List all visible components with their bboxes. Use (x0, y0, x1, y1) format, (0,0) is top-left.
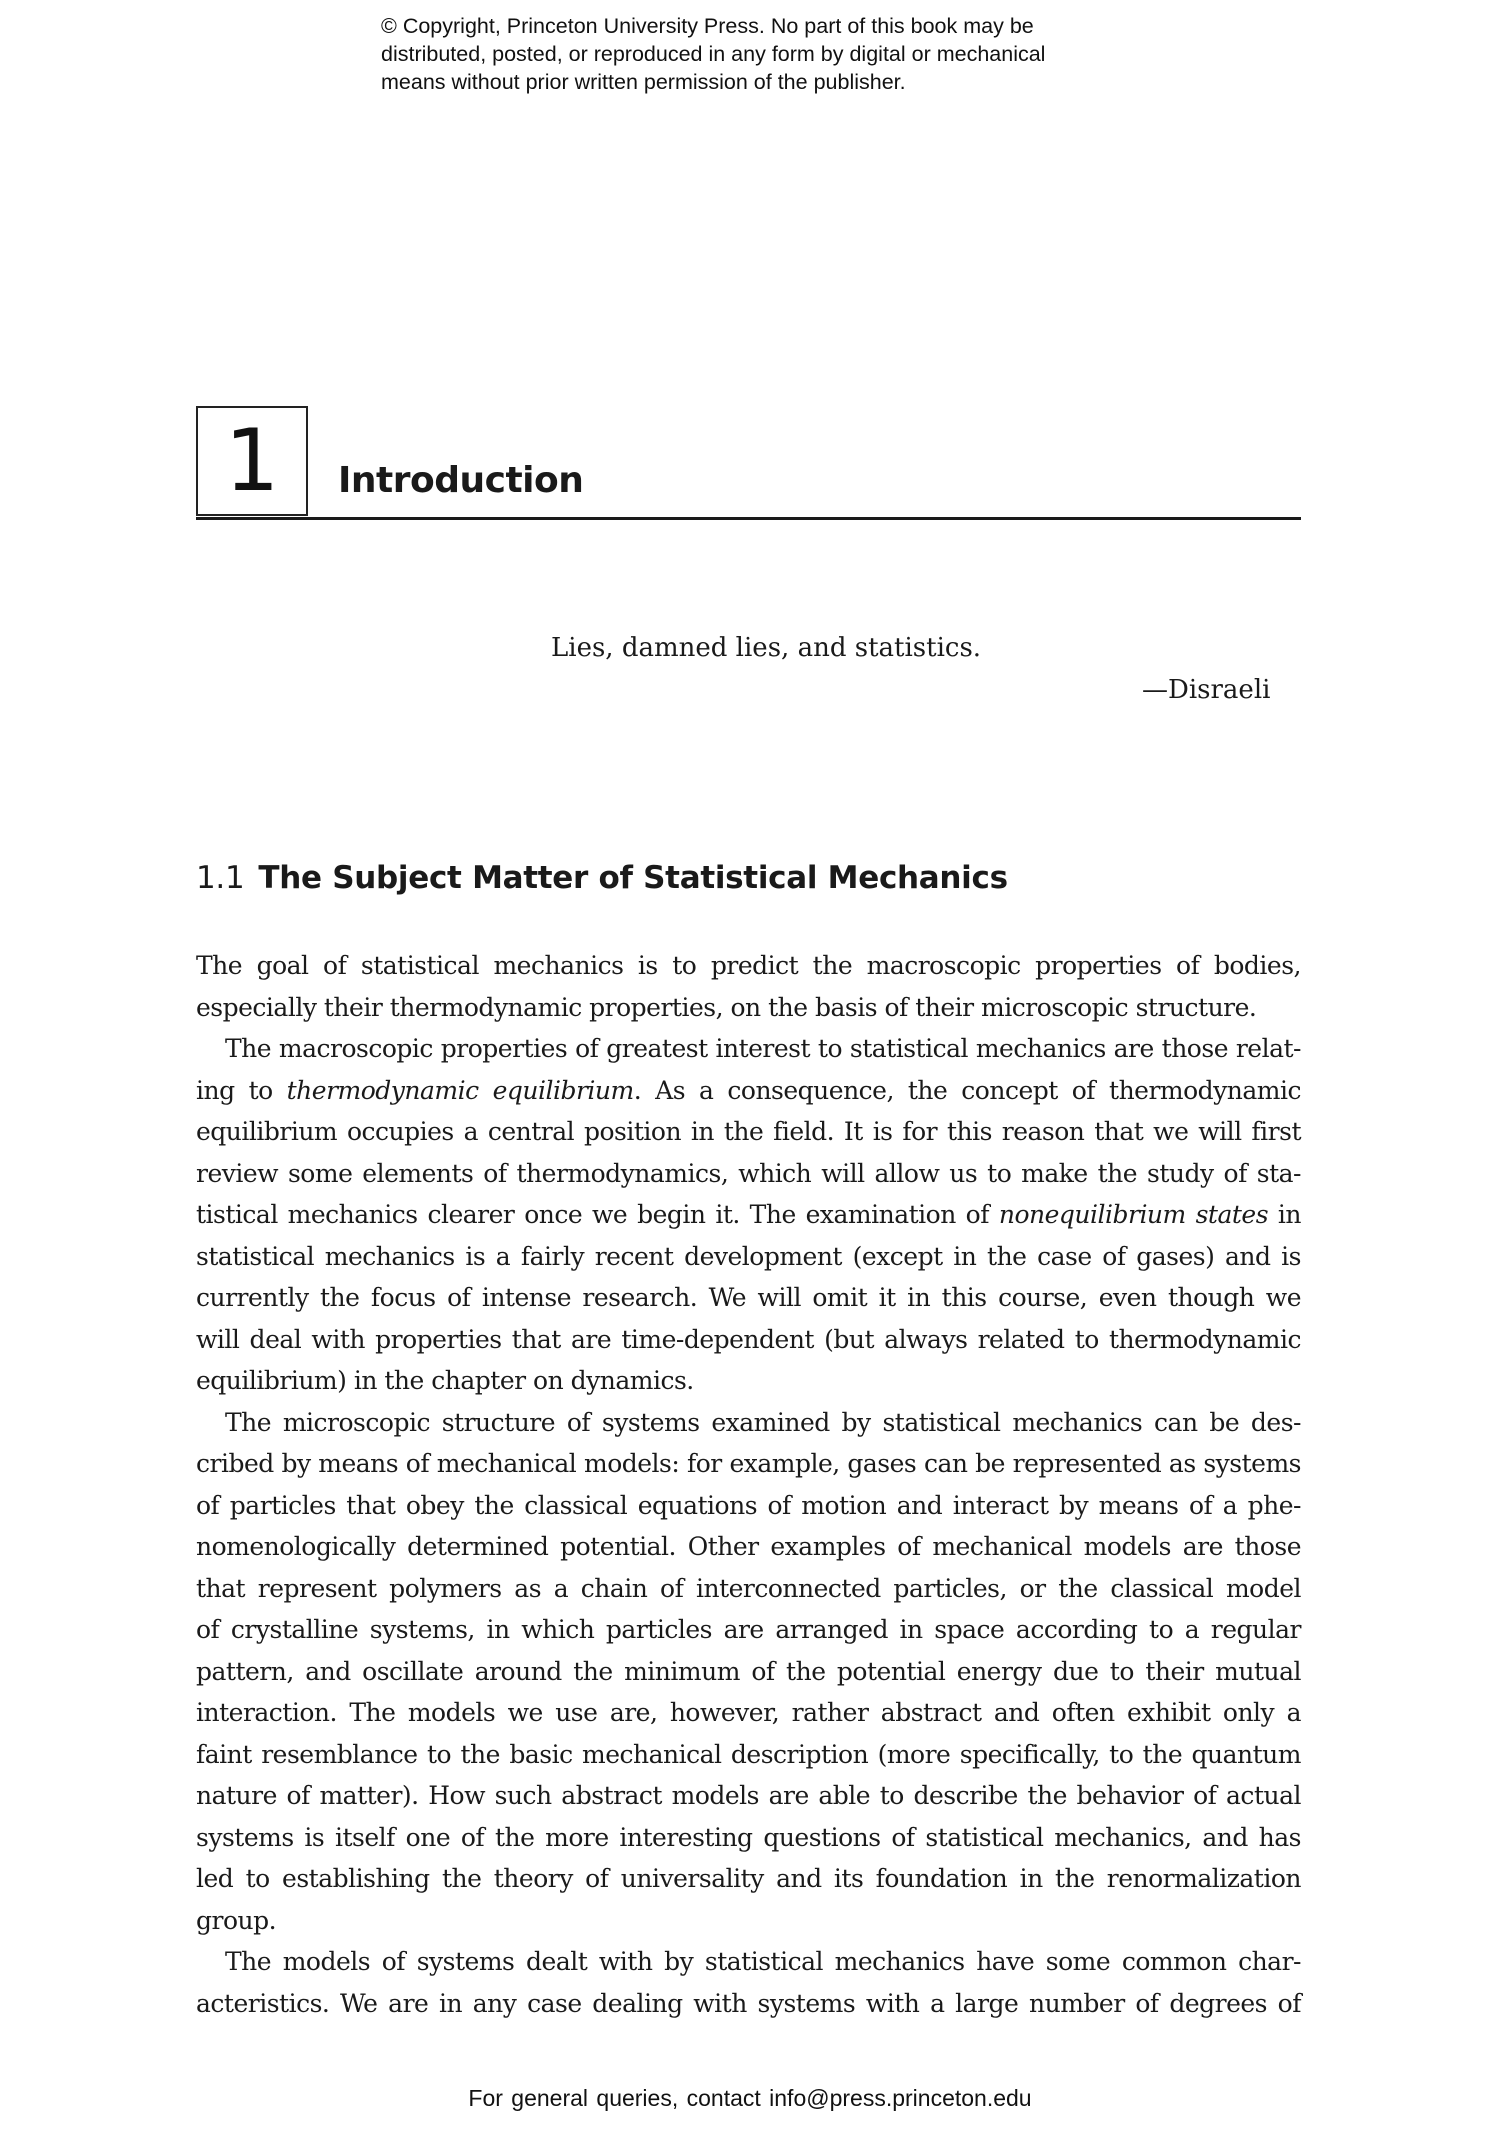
body-line: interaction. The models we use are, however, rather abstract and often exhibit only a (196, 1698, 1301, 1727)
line-segment: . As a consequence, the concept of thermodynamic (633, 1075, 1302, 1105)
body-line: cribed by means of mechanical models: for example, gases can be represented as systems (196, 1449, 1301, 1478)
section-title: The Subject Matter of Statistical Mechanics (258, 860, 1008, 896)
body-line: equilibrium occupies a central position in the field. It is for this reason that we will first (196, 1117, 1301, 1146)
body-line: The macroscopic properties of greatest interest to statistical mechanics are those relat- (225, 1034, 1301, 1063)
footer-contact: For general queries, contact info@press.princeton.edu (468, 2085, 1032, 2111)
line-segment: in (1268, 1200, 1302, 1229)
chapter-title: Introduction (338, 460, 584, 501)
body-line: of particles that obey the classical equations of motion and interact by means of a phe- (196, 1490, 1301, 1520)
italic-term: nonequilibrium states (998, 1200, 1269, 1229)
section-number: 1.1 (196, 860, 245, 896)
copyright-notice (381, 12, 1141, 96)
body-line: will deal with properties that are time-dependent (but always related to thermodynamic (196, 1324, 1301, 1354)
body-line: The models of systems dealt with by statistical mechanics have some common char- (225, 1947, 1301, 1976)
epigraph-attribution: —Disraeli (1142, 675, 1271, 705)
body-line: of crystalline systems, in which particles are arranged in space according to a regular (196, 1615, 1301, 1644)
copyright-line: © Copyright, Princeton University Press. No part of this book may be (381, 14, 1034, 38)
body-line: acteristics. We are in any case dealing with systems with a large number of degrees of (196, 1988, 1301, 2018)
body-text (196, 945, 1301, 2024)
line-segment: ing to (196, 1075, 287, 1105)
body-line (196, 1194, 1301, 1236)
body-line: The goal of statistical mechanics is to predict the macroscopic properties of bodies, (196, 951, 1301, 980)
body-line: pattern, and oscillate around the minimum of the potential energy due to their mutual (196, 1656, 1301, 1686)
line-segment: tistical mechanics clearer once we begin it. The examination of (196, 1200, 999, 1229)
body-line: that represent polymers as a chain of interconnected particles, or the classical model (196, 1573, 1301, 1603)
body-line: equilibrium) in the chapter on dynamics. (196, 1366, 694, 1395)
chapter-title-rule (196, 517, 1301, 520)
body-line: faint resemblance to the basic mechanical description (more specifically, to the quantum (196, 1739, 1301, 1769)
copyright-line: distributed, posted, or reproduced in any form by digital or mechanical (381, 42, 1046, 66)
chapter-number: 1 (224, 411, 280, 511)
body-line: statistical mechanics is a fairly recent development (except in the case of gases) and is (196, 1241, 1301, 1271)
body-line: The microscopic structure of systems examined by statistical mechanics can be des- (225, 1407, 1301, 1437)
body-line: systems is itself one of the more interesting questions of statistical mechanics, and has (196, 1822, 1301, 1852)
body-line (196, 1070, 1301, 1112)
body-line: currently the focus of intense research. We will omit it in this course, even though we (196, 1283, 1301, 1312)
body-line: group. (196, 1905, 277, 1935)
body-line: nomenologically determined potential. Other examples of mechanical models are those (196, 1532, 1301, 1561)
epigraph-quote: Lies, damned lies, and statistics. (551, 633, 982, 663)
body-line: led to establishing the theory of universality and its foundation in the renormalization (196, 1864, 1301, 1893)
body-line: especially their thermodynamic properties, on the basis of their microscopic structure. (196, 992, 1257, 1022)
italic-term: thermodynamic equilibrium (286, 1075, 634, 1105)
section-heading (196, 860, 1008, 896)
copyright-line: means without prior written permission of the publisher. (381, 70, 906, 94)
body-line: nature of matter). How such abstract models are able to describe the behavior of actual (196, 1781, 1301, 1810)
body-line: review some elements of thermodynamics, which will allow us to make the study of sta- (196, 1158, 1301, 1188)
